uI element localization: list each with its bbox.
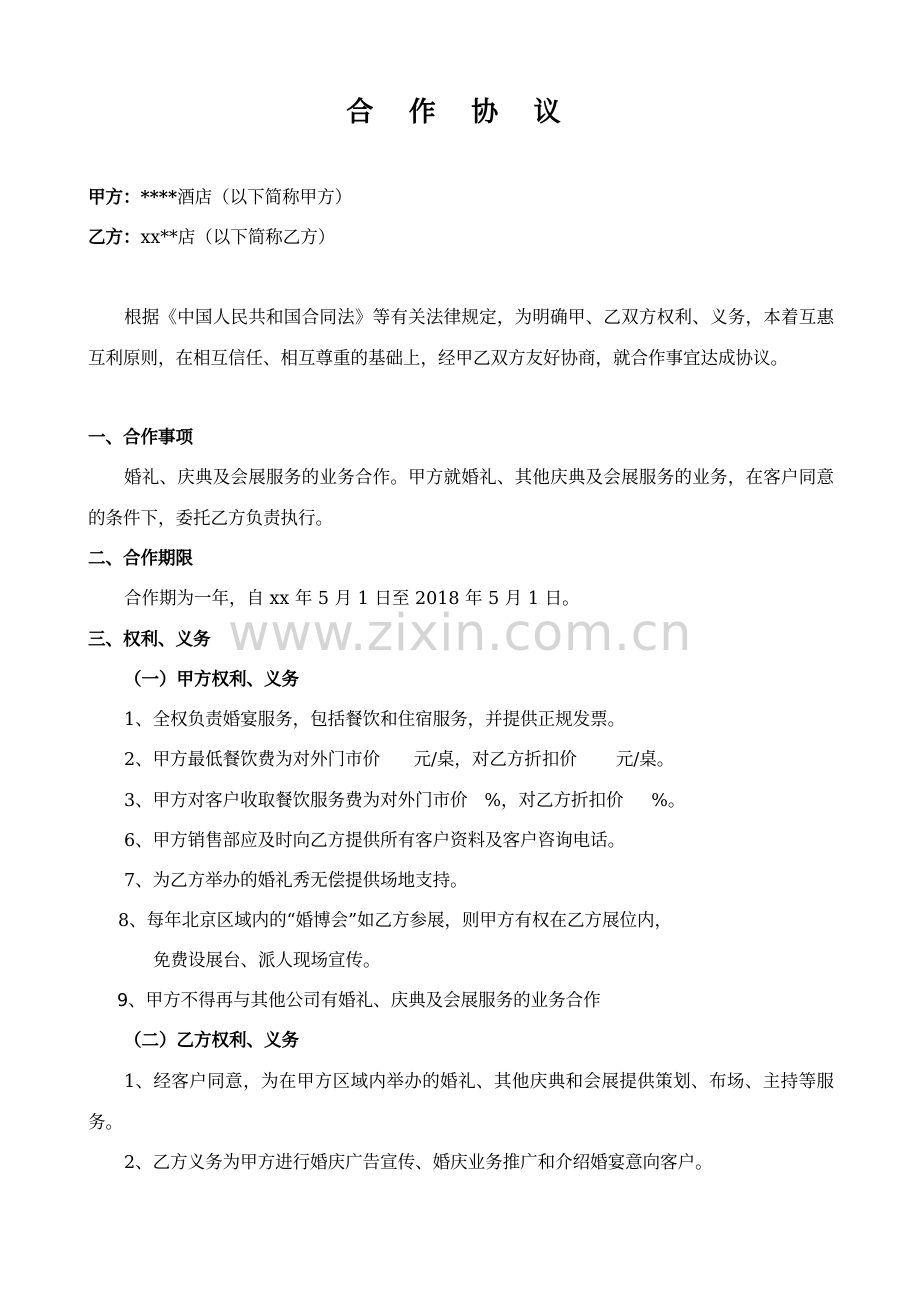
party-b-line	[88, 226, 335, 250]
watermark: www.zixin.com.cn	[228, 604, 692, 663]
section1-heading: 一、合作事项	[88, 428, 193, 448]
party-b-label: 乙方：	[88, 228, 141, 248]
party-a-item-6: 6、甲方销售部应及时向乙方提供所有客户资料及客户咨询电话。	[124, 831, 626, 851]
party-a-value: 酒店（以下简称甲方）	[177, 188, 353, 208]
section2-text: 合作期为一年，自 xx 年 5 月 1 日至 2018 年 5 月 1 日。	[124, 589, 580, 609]
party-a-label: 甲方：	[88, 188, 141, 208]
party-a-name: ****	[140, 188, 178, 208]
party-b-rights-heading: （二）乙方权利、义务	[124, 1031, 299, 1051]
party-a-item-2: 2、甲方最低餐饮费为对外门市价 元/桌，对乙方折扣价 元/桌。	[124, 750, 675, 770]
party-a-item-9: 9、甲方不得再与其他公司有婚礼、庆典及会展服务的业务合作	[117, 991, 601, 1011]
party-a-item-1: 1、全权负责婚宴服务，包括餐饮和住宿服务，并提供正规发票。	[124, 710, 626, 730]
party-a-rights-heading: （一）甲方权利、义务	[124, 670, 299, 690]
party-a-item-8-continued: 免费设展台、派人现场宣传。	[153, 951, 381, 971]
party-b-item-1: 1、经客户同意，为在甲方区域内举办的婚礼、其他庆典和会展提供策划、布场、主持等服务。	[88, 1072, 834, 1133]
intro-paragraph: 根据《中国人民共和国合同法》等有关法律规定，为明确甲、乙双方权利、义务，本着互惠互利原则，在相互信任、相互尊重的基础上，经甲乙双方友好协商，就合作事宜达成协议。	[88, 308, 834, 369]
party-a-line	[88, 186, 352, 210]
section1-text: 婚礼、庆典及会展服务的业务合作。甲方就婚礼、其他庆典及会展服务的业务，在客户同意的条件下，委托乙方负责执行。	[88, 468, 834, 529]
document-title: 合 作 协 议	[346, 97, 574, 128]
party-a-item-3: 3、甲方对客户收取餐饮服务费为对外门市价 %，对乙方折扣价 %。	[124, 791, 686, 811]
party-b-value: xx**店（以下简称乙方）	[140, 228, 336, 248]
party-a-item-7: 7、为乙方举办的婚礼秀无偿提供场地支持。	[124, 871, 468, 891]
party-a-item-8: 8、每年北京区域内的“婚博会”如乙方参展，则甲方有权在乙方展位内，	[118, 911, 673, 931]
section2-heading: 二、合作期限	[88, 549, 193, 569]
section3-heading: 三、权利、义务	[88, 630, 211, 650]
party-b-item-2: 2、乙方义务为甲方进行婚庆广告宣传、婚庆业务推广和介绍婚宴意向客户。	[124, 1153, 713, 1173]
